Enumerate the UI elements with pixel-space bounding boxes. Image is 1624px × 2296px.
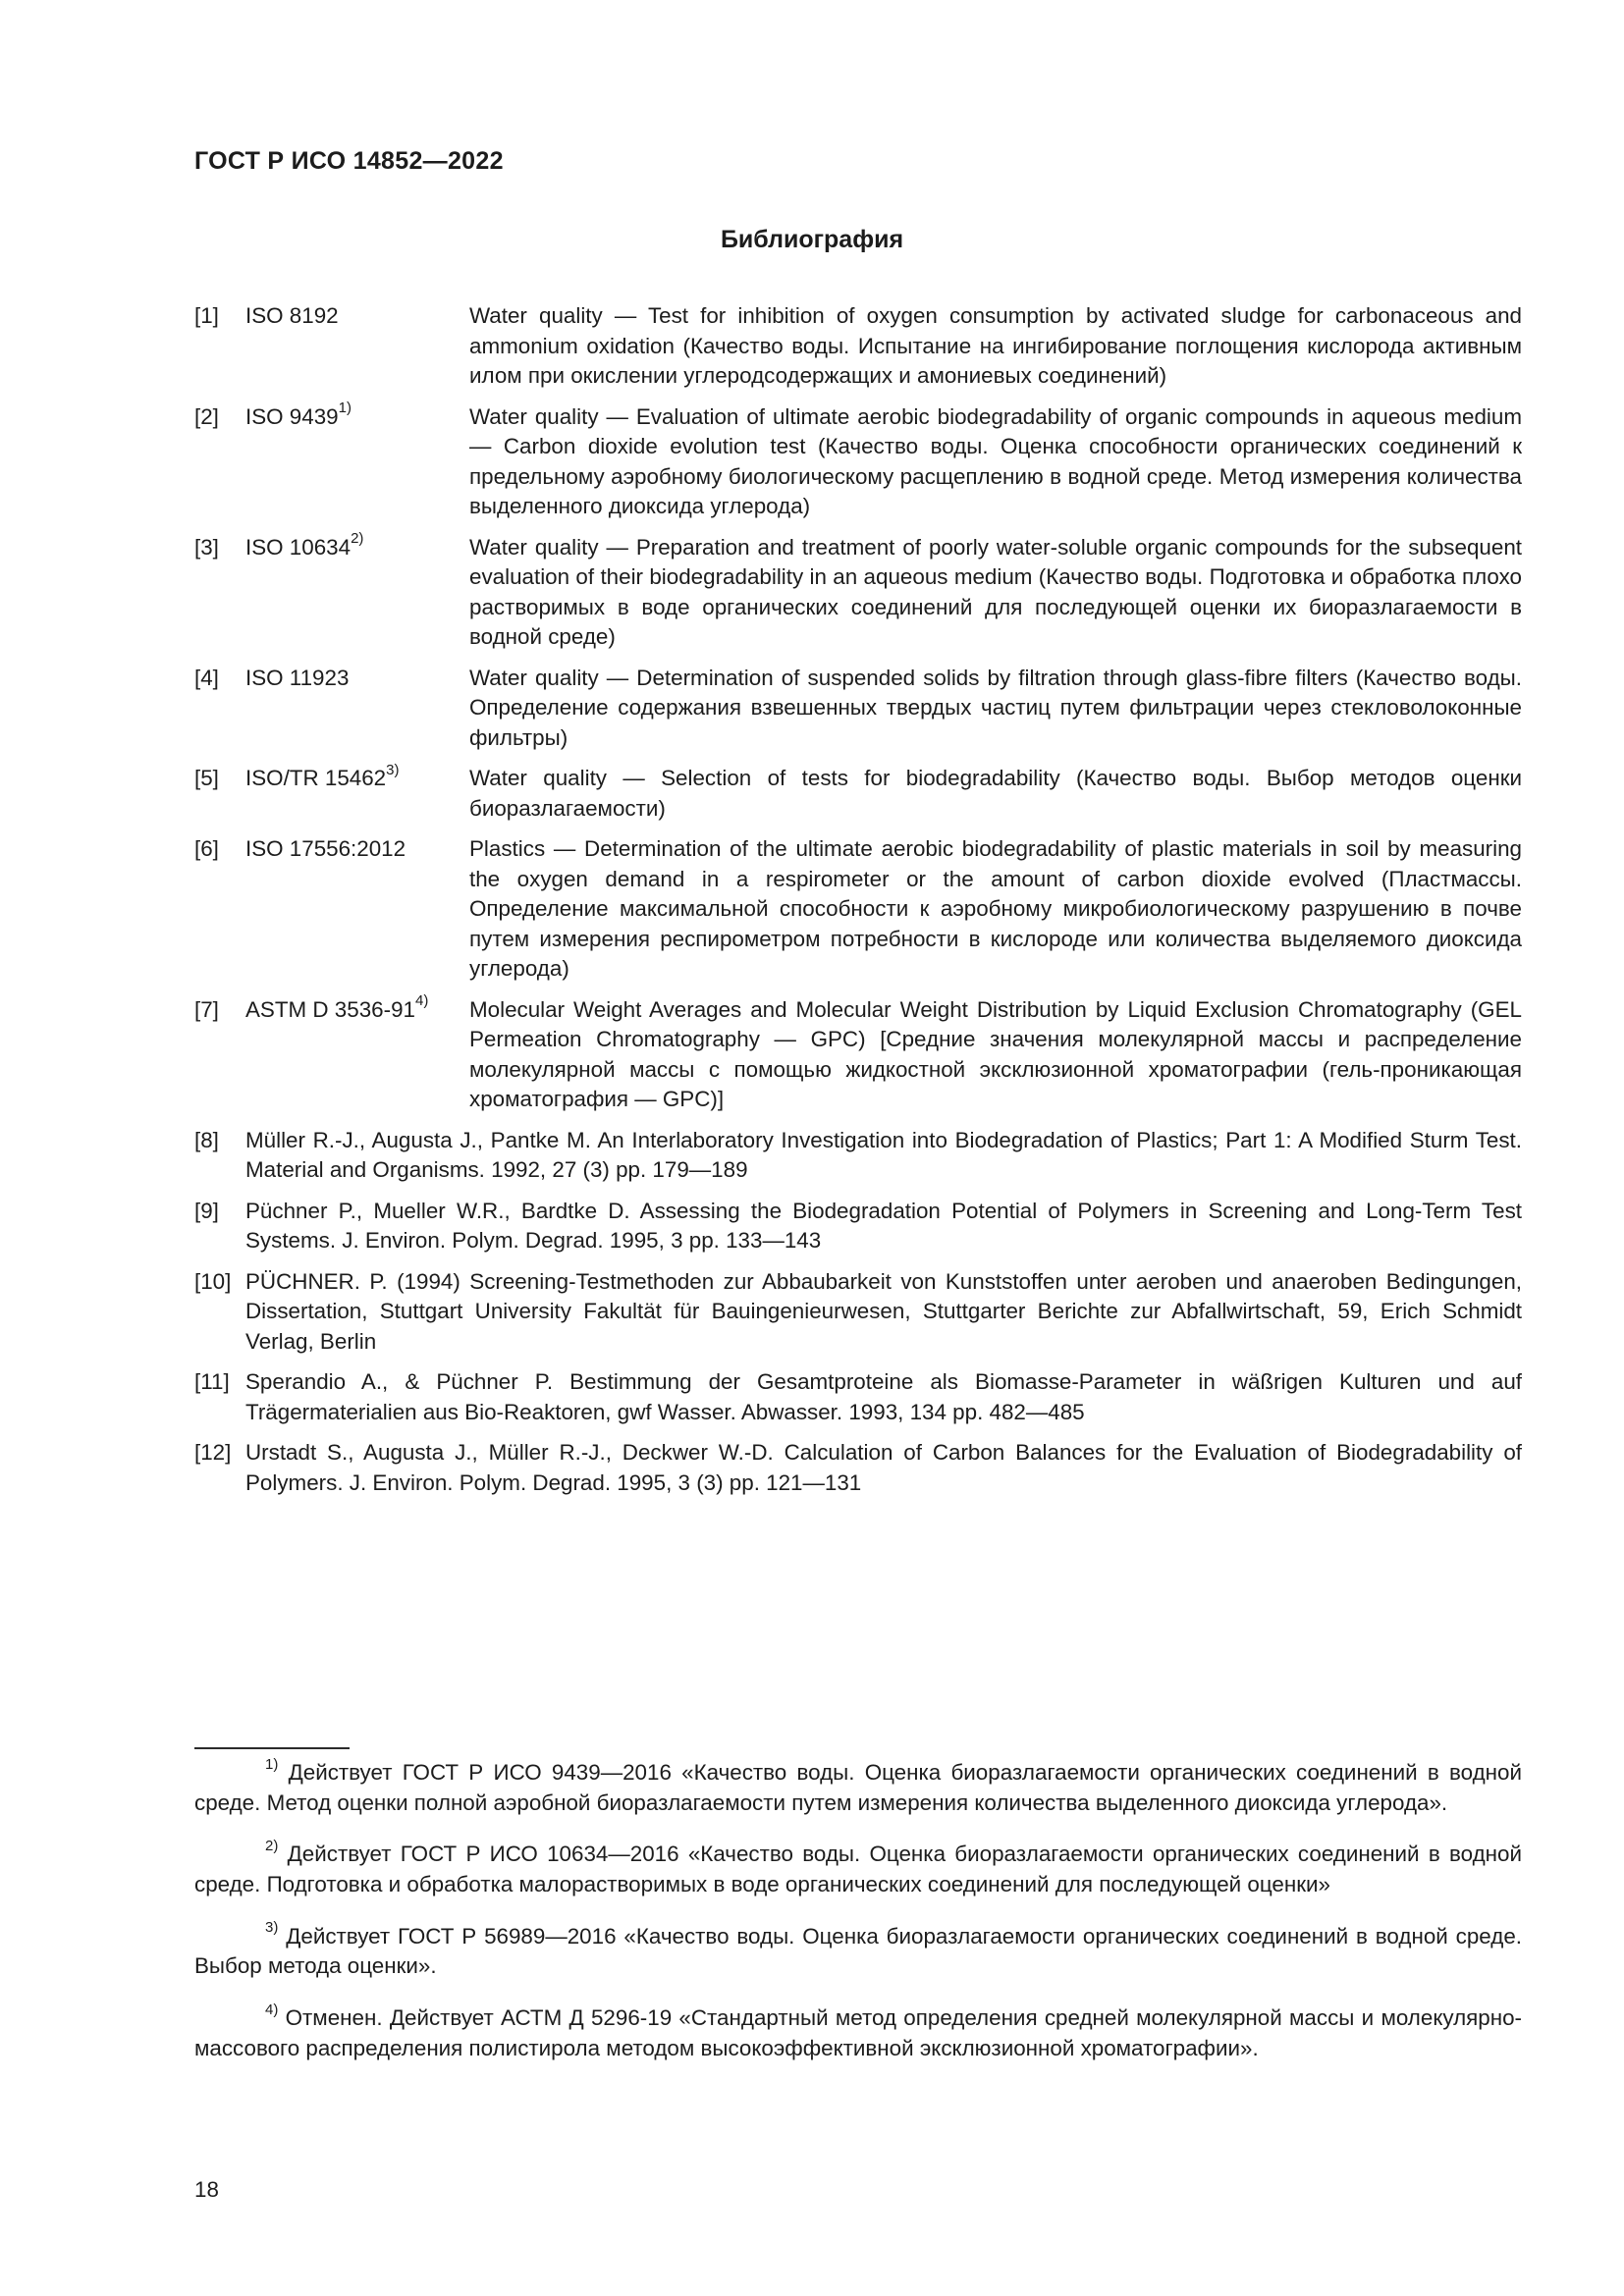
reference-entry xyxy=(194,1126,1522,1186)
reference-number: [3] xyxy=(194,534,219,560)
reference-code xyxy=(245,301,339,332)
reference-description: PÜCHNER. P. (1994) Screening-Testmethoden zur Abbaubarkeit von Kunststoffen unter aeroben und anaeroben Bedingungen, Dissertation, Stuttgart University Fakultät für Bauingenieurwesen, Stuttgarter Berichte zur Abfallwirtschaft, 59, Erich Schmidt Verlag, Berlin xyxy=(245,1268,1522,1354)
footnote xyxy=(194,1837,1522,1899)
reference-code-text: ASTM D 3536-91 xyxy=(245,996,415,1022)
reference-number: [7] xyxy=(194,996,219,1022)
footnote-marker: 3) xyxy=(386,761,400,778)
reference-description: Water quality — Determination of suspended solids by filtration through glass-fibre filters (Качество воды. Определение содержания взвешенных твердых частиц путем фильтрации через стекловолоконные фильтры) xyxy=(469,665,1522,750)
footnote-text: Действует ГОСТ Р 56989—2016 «Качество воды. Оценка биоразлагаемости органических соединений в водной среде. Выбор метода оценки». xyxy=(194,1923,1523,1979)
section-title: Библиография xyxy=(720,226,904,253)
footnote-text: Действует ГОСТ Р ИСО 10634—2016 «Качество воды. Оценка биоразлагаемости органических соединений в водной среде. Подготовка и обработка малорастворимых в воде органических соединений для последующей оценки» xyxy=(194,1842,1522,1896)
footnote-text: Отменен. Действует АСТМ Д 5296-19 «Стандартный метод определения средней молекулярной массы и молекулярно-массового распределения полистирола методом высокоэффективной эксклюзионной хроматографии». xyxy=(194,2005,1522,2060)
footnote xyxy=(194,1755,1522,1818)
reference-code-text: ISO 11923 xyxy=(245,665,350,690)
reference-number: [5] xyxy=(194,766,219,790)
reference-code-text: ISO 10634 xyxy=(245,534,352,560)
footnote xyxy=(194,2003,1522,2063)
reference-description: Plastics — Determination of the ultimate aerobic biodegradability of plastic materials in soil by measuring the oxygen demand in a respirometer or the amount of carbon dioxide evolved (Пластмассы. Определение максимальной способности к аэробному микробиологическому разрушению в почве путем измерения респирометром потребности в кислороде или количества выделяемого диоксида углерода) xyxy=(469,836,1522,981)
reference-description: Water quality — Evaluation of ultimate aerobic biodegradability of organic compounds in aqueous medium — Carbon dioxide evolution test (Качество воды. Оценка способности органических соединений к предельному аэробному биологическому расщеплению в водной среде. Метод измерения количества выделенного диоксида углерода) xyxy=(469,403,1522,518)
reference-number: [10] xyxy=(194,1268,232,1294)
reference-code xyxy=(245,992,429,1026)
reference-number: [6] xyxy=(194,836,219,861)
reference-description: Sperandio A., & Püchner P. Bestimmung der Gesamtproteine als Biomasse-Parameter in wäßrigen Kulturen und auf Trägermaterialien aus Bio-Reaktoren, gwf Wasser. Abwasser. 1993, 134 pp. 482—485 xyxy=(245,1369,1522,1424)
reference-description: Water quality — Selection of tests for biodegradability (Качество воды. Выбор методов оценки биоразлагаемости) xyxy=(469,766,1522,821)
page-number: 18 xyxy=(194,2177,219,2202)
reference-entry xyxy=(194,530,1522,653)
document-code: ГОСТ Р ИСО 14852—2022 xyxy=(194,147,504,175)
reference-number: [2] xyxy=(194,403,219,429)
reference-entry xyxy=(194,834,1522,985)
reference-number: [8] xyxy=(194,1127,219,1152)
reference-code-text: ISO 9439 xyxy=(245,403,339,429)
reference-description: Water quality — Test for inhibition of oxygen consumption by activated sludge for carbonaceous and ammonium oxidation (Качество воды. Испытание на ингибирование поглощения кислорода активным илом при окислении углеродсодержащих и амониевых соединений) xyxy=(469,303,1522,388)
bibliography-list xyxy=(194,301,1522,1509)
reference-number: [12] xyxy=(194,1440,232,1465)
reference-entry xyxy=(194,761,1522,824)
footnote-separator xyxy=(194,1747,350,1749)
reference-code xyxy=(245,834,406,865)
reference-number: [11] xyxy=(194,1369,230,1394)
reference-entry xyxy=(194,1438,1522,1498)
footnote-text: Действует ГОСТ Р ИСО 9439—2016 «Качество воды. Оценка биоразлагаемости органических соединений в водной среде. Метод оценки полной аэробной биоразлагаемости путем измерения количества выделенного диоксида углерода». xyxy=(194,1760,1522,1815)
reference-description: Molecular Weight Averages and Molecular Weight Distribution by Liquid Exclusion Chromatography (GEL Permeation Chromatography — GPC) [Средние значения молекулярной массы и распределение молекулярной массы с помощью жидкостной эксклюзионной хроматографии (гель-проникающая хроматография — GPC)] xyxy=(469,996,1522,1111)
reference-code xyxy=(245,530,364,563)
footnote-mark: 1) xyxy=(265,1755,279,1773)
footnote-marker: 2) xyxy=(351,530,364,548)
reference-entry xyxy=(194,664,1522,754)
reference-number: [1] xyxy=(194,303,219,328)
footnote-marker: 1) xyxy=(338,400,352,417)
reference-entry xyxy=(194,402,1522,522)
footnote-mark: 2) xyxy=(265,1837,279,1854)
reference-entry xyxy=(194,1197,1522,1256)
reference-entry xyxy=(194,1267,1522,1358)
reference-entry xyxy=(194,1367,1522,1427)
reference-entry xyxy=(194,992,1522,1115)
reference-code-text: ISO 8192 xyxy=(245,303,339,328)
reference-number: [4] xyxy=(194,665,219,690)
footnote-mark: 4) xyxy=(265,2001,279,2018)
reference-code xyxy=(245,402,352,433)
reference-code xyxy=(245,761,400,794)
footnote-marker: 4) xyxy=(414,992,429,1010)
reference-code xyxy=(245,664,349,694)
reference-description: Urstadt S., Augusta J., Müller R.-J., Deckwer W.-D. Calculation of Carbon Balances for the Evaluation of Biodegradability of Polymers. J. Environ. Polym. Degrad. 1995, 3 (3) pp. 121—131 xyxy=(245,1440,1522,1495)
footnote-mark: 3) xyxy=(265,1919,279,1937)
reference-entry xyxy=(194,301,1522,392)
footnote xyxy=(194,1919,1523,1982)
reference-code-text: ISO 17556:2012 xyxy=(245,836,406,861)
reference-code-text: ISO/TR 15462 xyxy=(245,766,387,790)
footnotes xyxy=(194,1755,1523,2073)
reference-description: Müller R.-J., Augusta J., Pantke M. An Interlaboratory Investigation into Biodegradation of Plastics; Part 1: A Modified Sturm Test. Material and Organisms. 1992, 27 (3) pp. 179—189 xyxy=(245,1127,1522,1182)
reference-description: Water quality — Preparation and treatment of poorly water-soluble organic compounds for the subsequent evaluation of their biodegradability in an aqueous medium (Качество воды. Подготовка и обработка плохо растворимых в воде органических соединений для последующей оценки их биоразлагаемости в водной среде) xyxy=(469,534,1522,649)
reference-description: Püchner P., Mueller W.R., Bardtke D. Assessing the Biodegradation Potential of Polymers in Screening and Long-Term Test Systems. J. Environ. Polym. Degrad. 1995, 3 pp. 133—143 xyxy=(245,1198,1522,1253)
reference-number: [9] xyxy=(194,1198,219,1223)
